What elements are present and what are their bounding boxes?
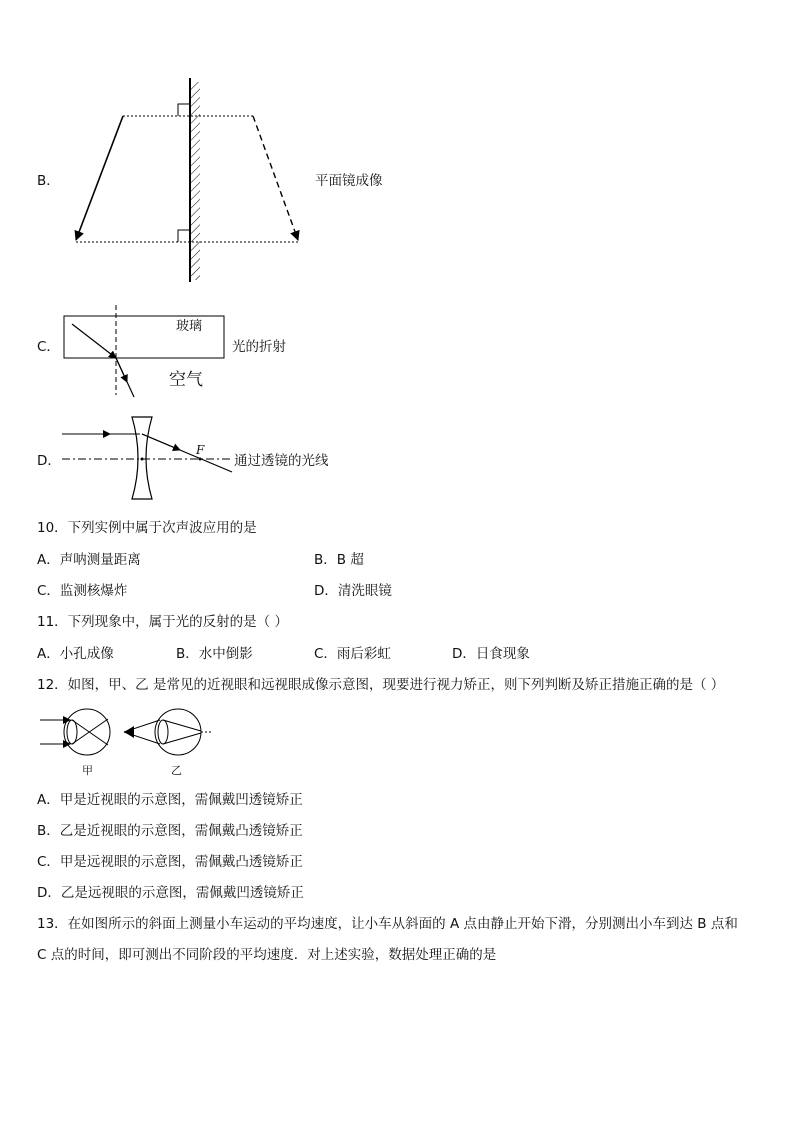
q13-stem-line1: 13．在如图所示的斜面上测量小车运动的平均速度，让小车从斜面的 A 点由静止开始下滑，分别测出小车到达 B 点和 [37,916,738,932]
option-b-letter: B． [37,173,60,189]
q10-option-d: D．清洗眼镜 [314,583,392,599]
eye-yi-ray-top-out [163,720,201,731]
q12-option-d: D．乙是远视眼的示意图，需佩戴凹透镜矫正 [37,885,304,901]
q11-option-b: B．水中倒影 [176,646,253,662]
q10-option-b: B．B 超 [314,552,364,568]
q12-option-b: B．乙是近视眼的示意图，需佩戴凸透镜矫正 [37,823,303,839]
eye-yi-lens [158,720,168,744]
q12-stem: 12．如图，甲、乙 是常见的近视眼和远视眼成像示意图，现要进行视力矫正，则下列判断及矫正措施正确的是（ ） [37,677,725,693]
eye-jia-eyeball [64,709,110,755]
q10-option-a: A．声呐测量距离 [37,552,141,568]
q11-option-d: D．日食现象 [452,646,530,662]
option-d-letter: D． [37,453,61,469]
eye-label-jia: 甲 [82,764,93,777]
glass-label: 玻璃 [176,319,203,334]
q11-option-a: A．小孔成像 [37,646,114,662]
q11-option-c: C．雨后彩虹 [314,646,391,662]
q10-option-c: C．监测核爆炸 [37,583,128,599]
eye-yi-ray-bottom-out [163,733,201,744]
q10-stem: 10．下列实例中属于次声波应用的是 [37,520,257,536]
eye-yi-ray-arrowhead [124,726,134,738]
q11-stem: 11．下列现象中，属于光的反射的是（ ） [37,614,288,630]
q12-option-c: C．甲是远视眼的示意图，需佩戴凸透镜矫正 [37,854,303,870]
eye-label-yi: 乙 [171,764,182,777]
q13-stem-line2: C 点的时间，即可测出不同阶段的平均速度．对上述实验，数据处理正确的是 [37,947,497,963]
focus-label: F [196,443,205,457]
option-d-caption: 通过透镜的光线 [234,453,329,469]
eye-jia-lens [67,720,77,744]
option-c-caption: 光的折射 [232,339,286,355]
air-label: 空气 [169,370,203,390]
option-b-caption: 平面镜成像 [315,173,383,189]
q12-option-a: A．甲是近视眼的示意图，需佩戴凹透镜矫正 [37,792,303,808]
eye-yi-eyeball [155,709,201,755]
option-c-letter: C． [37,339,60,355]
